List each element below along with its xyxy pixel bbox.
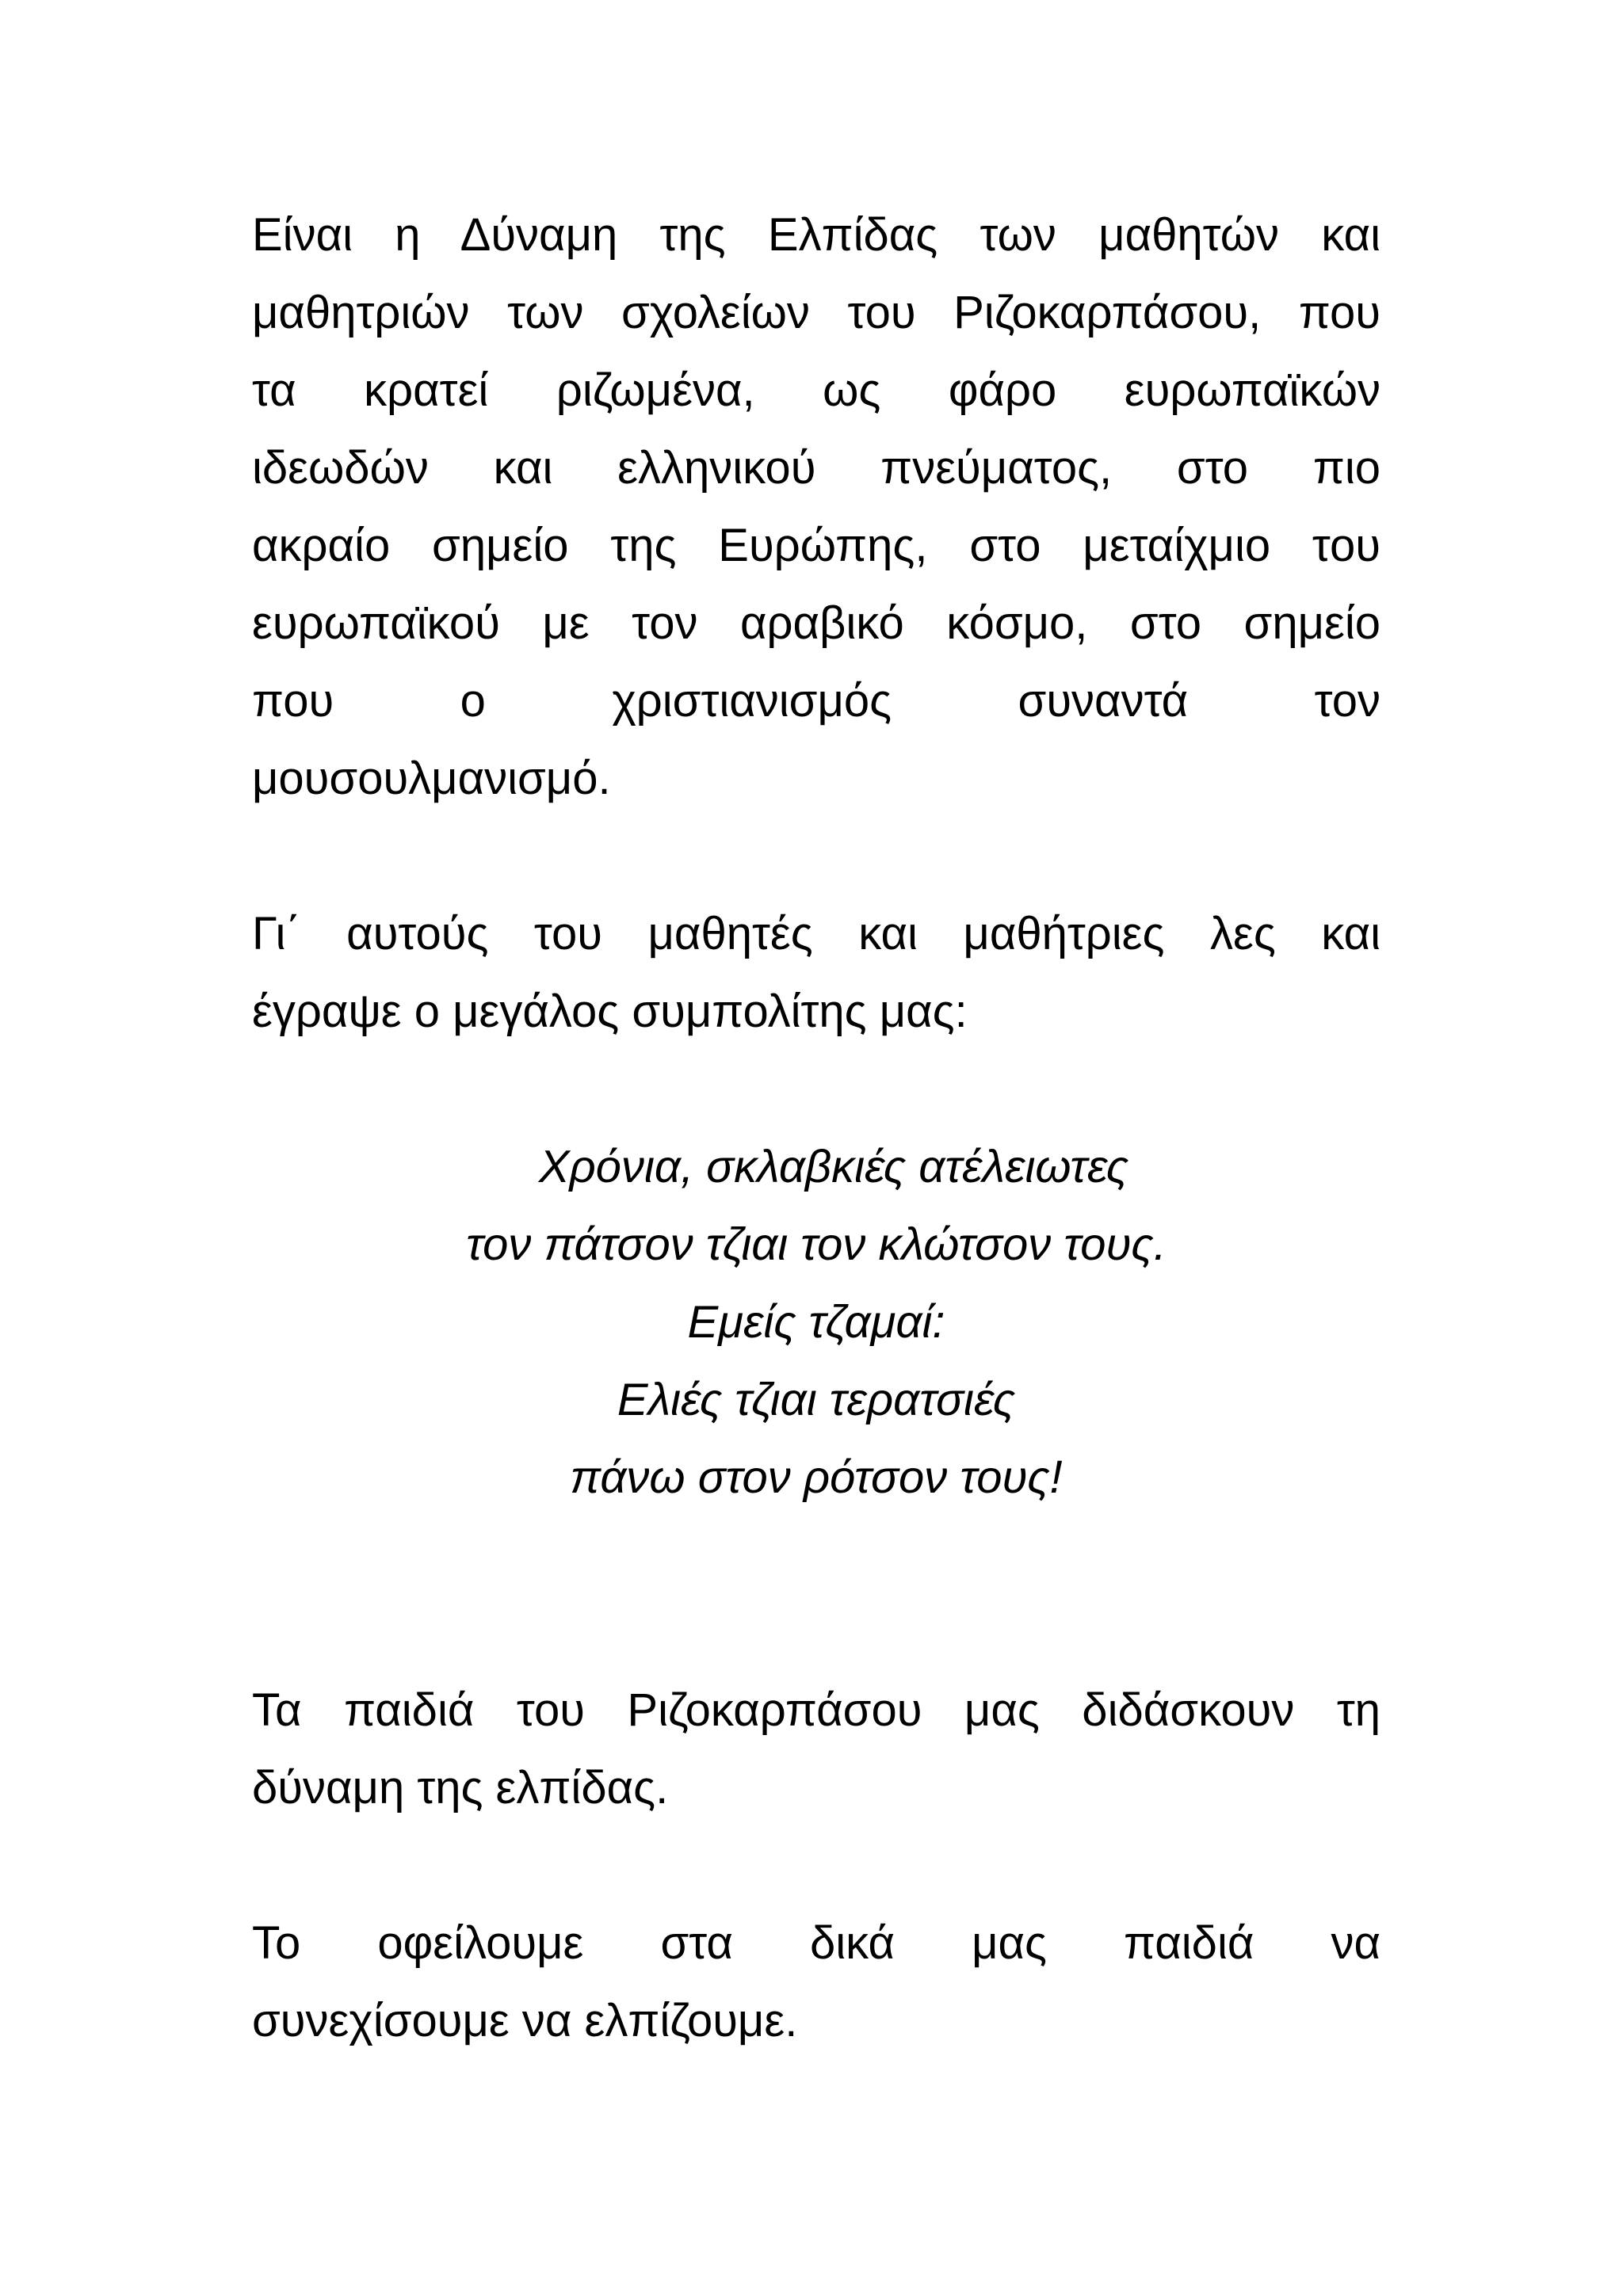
document-body (252, 196, 1381, 2060)
paragraph-line: ευρωπαϊκού με τον αραβικό κόσμο, στο σημείο (252, 597, 1381, 649)
poem-verse: τον πάτσον τζιαι τον κλώτσον τους. (466, 1219, 1167, 1270)
paragraph-line: Γι΄ αυτούς του μαθητές και μαθήτριες λες και (252, 908, 1381, 959)
paragraph-line: δύναμη της ελπίδας. (252, 1762, 669, 1814)
paragraph-line: Το οφείλουμε στα δικά μας παιδιά να (252, 1917, 1381, 1969)
paragraph-hope-of-students (252, 196, 1381, 818)
paragraph-line: έγραψε ο μεγάλος συμπολίτης μας: (252, 986, 968, 1037)
paragraph-line: μαθητριών των σχολείων του Ριζοκαρπάσου, που (252, 287, 1381, 338)
paragraph-children-teach (252, 1672, 1381, 1827)
paragraph-line: τα κρατεί ριζωμένα, ως φάρο ευρωπαϊκών (252, 364, 1381, 416)
paragraph-line: ακραίο σημείο της Ευρώπης, στο μεταίχμιο του (252, 520, 1381, 571)
poem-verse: Εμείς τζαμαί: (687, 1296, 945, 1348)
paragraph-line: Τα παιδιά του Ριζοκαρπάσου μας διδάσκουν τη (252, 1684, 1381, 1736)
paragraph-line: συνεχίσουμε να ελπίζουμε. (252, 1995, 798, 2046)
poem-verse: Ελιές τζιαι τερατσιές (617, 1374, 1016, 1425)
paragraph-line: ιδεωδών και ελληνικού πνεύματος, στο πιο (252, 442, 1381, 494)
paragraph-line: που ο χριστιανισμός συναντά τον (252, 675, 1381, 727)
paragraph-line: Είναι η Δύναμη της Ελπίδας των μαθητών και (252, 209, 1381, 261)
paragraph-we-owe (252, 1905, 1381, 2060)
paragraph-line: μουσουλμανισμό. (252, 753, 611, 804)
poem-quote (252, 1128, 1381, 1516)
poem-verse: πάνω στον ρότσον τους! (570, 1451, 1063, 1503)
poem-verse: Χρόνια, σκλαβκιές ατέλειωτες (538, 1141, 1129, 1192)
paragraph-poet-intro (252, 895, 1381, 1051)
